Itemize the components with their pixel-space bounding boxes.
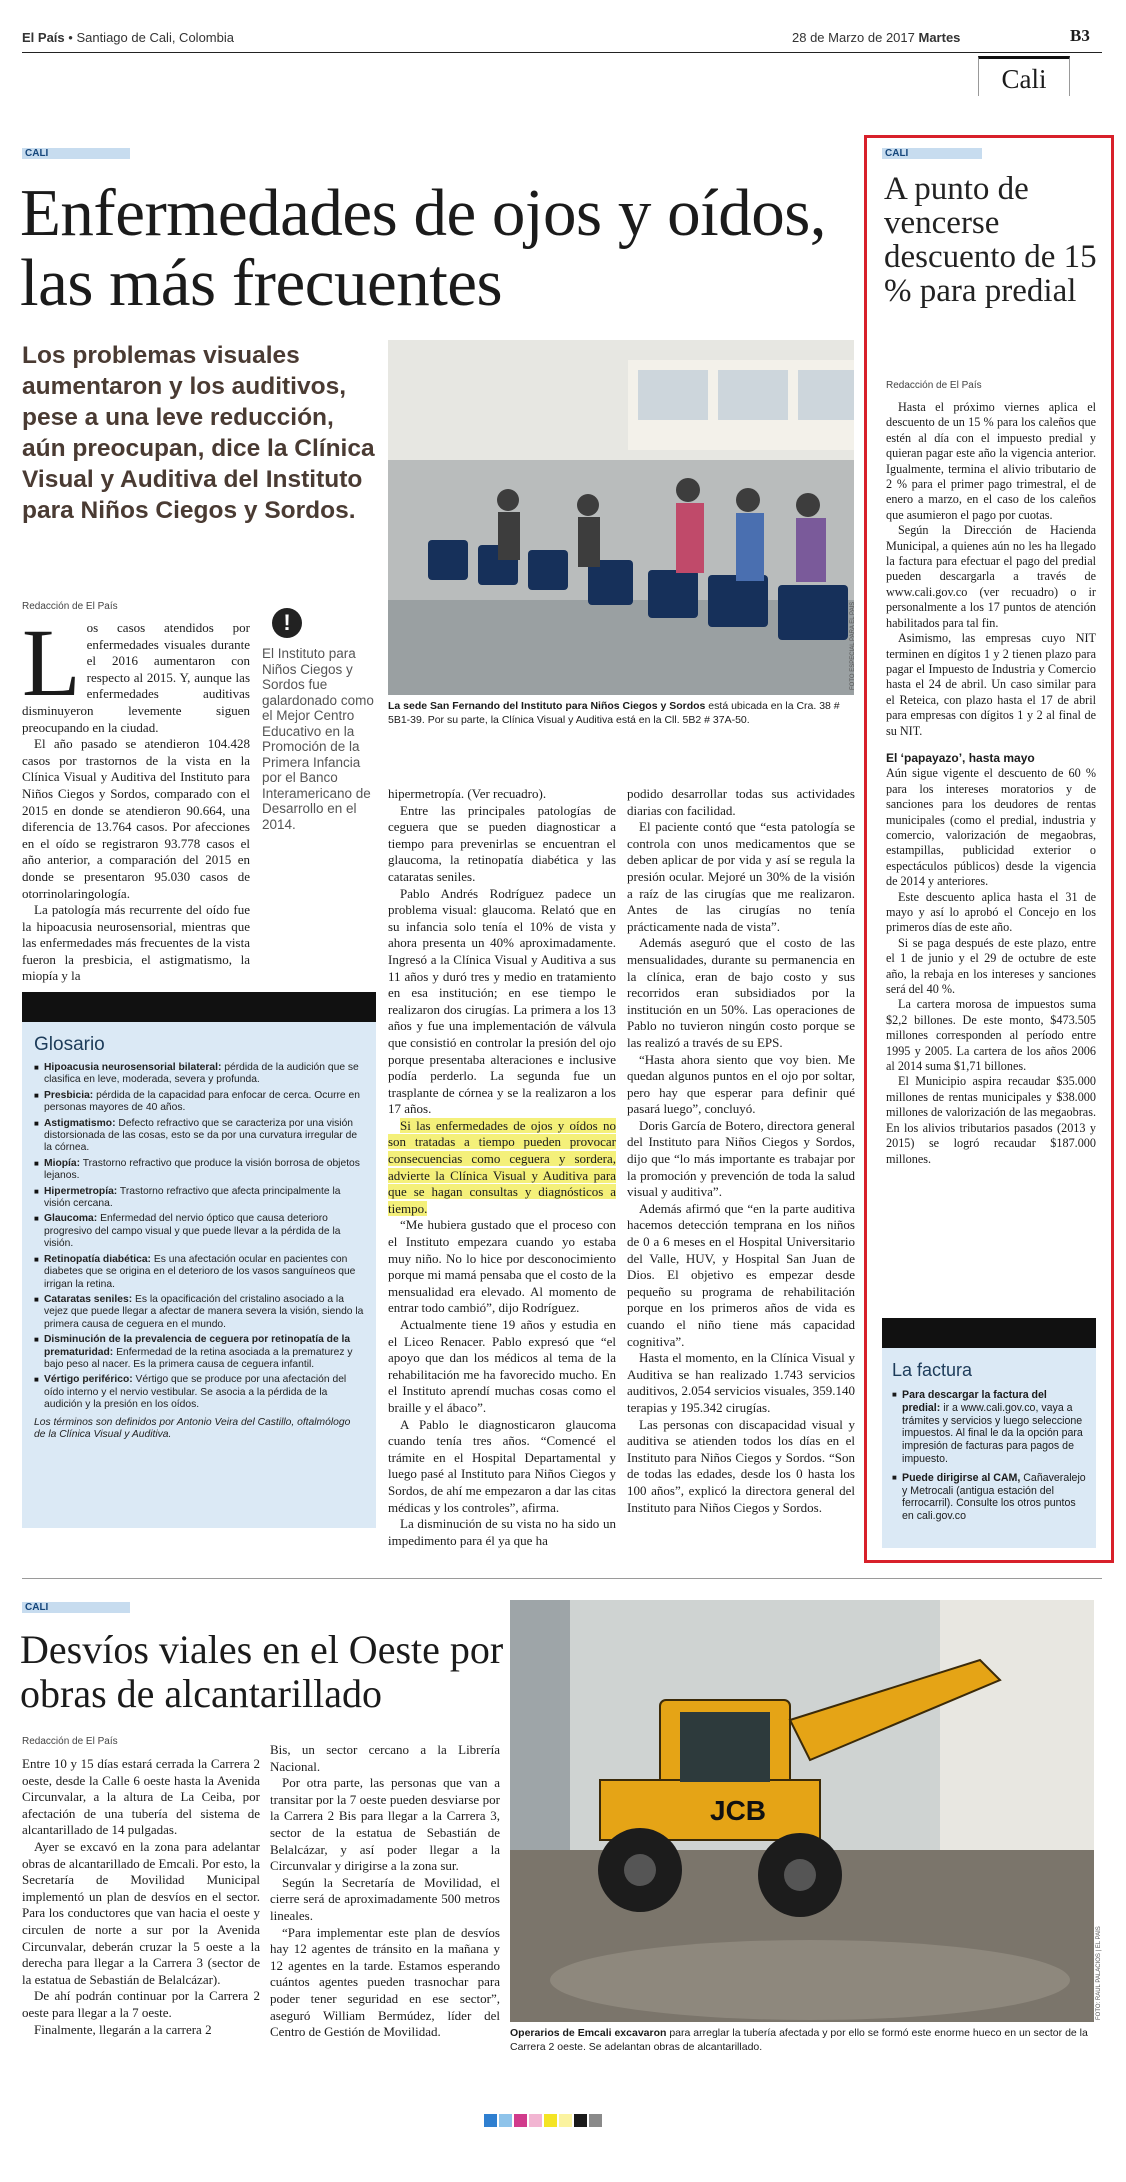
highlighted-passage: Si las enfermedades de ojos y oídos no son tratadas a tiempo pueden provocar consecuencias como ceguera y sordera, advierte la Clínica Visual y Auditiva para que se hagan consultas y diagnósticos a tiempo. (388, 1117, 616, 1216)
info-icon: ! (272, 608, 302, 638)
byline: Redacción de El País (22, 601, 118, 612)
sidebar-body: Hasta el próximo viernes aplica el descuento de un 15 % para los caleños que estén al día con el impuesto predial y quieran pagar este año la vigencia anterior. Igualmente, termina el alivio tributario de 2 % para el primer pago trimestral, el de enero a marzo, en el caso de los caleños que asumieron el pago por cuotas. Según la Dirección de Hacienda Municipal, a quienes aún no les ha llegado la factura para efectuar el pago del predial pueden descargarla a través de www.cali.gov.co (ver recuadro) o ir personalmente a los 17 puntos de atención habilitados para tal fin. Asimismo, las empresas cuyo NIT terminen en dígitos 1 y 2 tienen plazo para pagar el Impuesto de Industria y Comercio hasta el 24 de abril. Un caso similar para el Reteica, con plazo hasta el 17 de abril para empresas con dígitos 1 y 2 al final de su NIT. El ‘papayazo’, hasta mayo Aún sigue vigente el descuento de 60 % para los intereses moratorios y de sanciones para los deudores de rentas municipales (como el predial, industria y comercio, valorización de megaobras, estampillas, publicidad exterior o espectáculos públicos) desde la vigencia de 2014 y anteriores. Este descuento aplica hasta el 31 de mayo y así lo aprobó el Concejo en los primeros días de este año. Si se paga después de este plazo, entre el 1 de junio y el 29 de octubre de este año, la rebaja en los intereses y sanciones será del 40 %. La cartera morosa de impuestos suma $2,2 billones. De este monto, $473.505 millones corresponden al período entre 1995 y 2005. La cartera de los años 2006 al 2014 suma $1,71 billones. El Municipio aspira recaudar $35.000 millones de rentas municipales y $38.000 millones de valorización de las megaobras. En los alivios tributarios pasados (2013 y 2015) se logró recaudar $187.000 millones. (886, 400, 1096, 1166)
sidebar-subhead: El ‘papayazo’, hasta mayo (886, 750, 1035, 765)
second-photo-caption: Operarios de Emcali excavaron para arreglar la tubería afectada y por ello se formó este enorme hueco en un sector de la Carrera 2 oeste. Se adelantan obras de alcantarillado. (510, 2027, 1088, 2053)
glossary-item: ■ Glaucoma: Enfermedad del nervio óptico que causa deterioro progresivo del campo visual y que puede llevar a la pérdida de la visión. (34, 1213, 366, 1250)
masthead: El País • Santiago de Cali, Colombia (22, 30, 234, 45)
color-swatch (514, 2114, 527, 2127)
color-swatch (559, 2114, 572, 2127)
second-column-2: Bis, un sector cercano a la Librería Nacional. Por otra parte, las personas que van a transitar por la 7 oeste pueden desviarse por la Carrera 2 Bis para llegar a la Carrera 3, sector de la estatua de Sebastián de Belalcázar, y así poder llegar a la Circunvalar y dirigirse a la zona sur. Según la Secretaría de Movilidad, el cierre será de aproximadamente 500 metros lineales. “Para implementar este plan de desvíos hay 12 agentes de tránsito en la mañana y 12 agentes en la tarde. Estamos esperando cuántos agentes pueden trasnochar para poder tener seguridad en ese sector”, aseguró William Bermúdez, líder del Centro de Gestión de Movilidad. (270, 1742, 500, 2040)
article-column-2: hipermetropía. (Ver recuadro). Entre las principales patologías de ceguera que se pueden diagnosticar a tiempo para prevenirlas se encuentran el glaucoma, la retinopatía diabética y las cataratas seniles. Pablo Andrés Rodríguez padece un problema visual: glaucoma. Relató que en su infancia solo tenía el 10% de vista y ahora presenta un 40% aproximadamente. Ingresó a la Clínica Visual y Auditiva a sus 11 años y duró tres y medio en tratamiento en esa institución; en ese tiempo le realizaron dos cirugías. La primera a los 13 años y fue una implementación de válvula que consistió en controlar la presión del ojo porque presentaba alteraciones e inclusive podía perderlo. La segunda fue un trasplante de córnea y se la realizaron a los 17 años. Si las enfermedades de ojos y oídos no son tratadas a tiempo pueden provocar consecuencias como ceguera y sordera, advierte la Clínica Visual y Auditiva para que se hagan consultas y diagnósticos a tiempo. “Me hubiera gustado que el proceso con el Instituto empezara cuando yo estaba muy niño. No lo hice por desconocimiento porque mi mamá pensaba que el costo de la mensualidad era elevado. Al momento de entrar todo cambió”, dijo Rodríguez. Actualmente tiene 19 años y estudia en el Liceo Renacer. Pablo expresó que “el apoyo que dan los médicos al tema de la rehabilitación me ha favorecido mucho. En el Instituto aprendí muchas cosas como el braille y el ábaco”. A Pablo le diagnosticaron glaucoma cuando tenía tres años. “Comencé el trámite en el Hospital Departamental y luego pasé al Instituto para Niños Ciegos y Sordos, de ahí me empezaron a dar las citas médicas y los controles”, afirma. La disminución de su vista no ha sido un impedimento para él ya que ha (388, 786, 616, 1548)
photo-credit: FOTO ESPECIAL PARA EL PAÍS (850, 601, 856, 690)
color-swatch (529, 2114, 542, 2127)
color-swatch (574, 2114, 587, 2127)
factura-item: ■ Puede dirigirse al CAM, Cañaveralejo y Metrocali (antigua estación del ferrocarril). Consulte los otros puntos en cali.gov.co (892, 1472, 1088, 1523)
photo-caption: La sede San Fernando del Instituto para Niños Ciegos y Sordos está ubicada en la Cra. 38 # 5B1-39. Por su parte, la Clínica Visual y Auditiva está en la Cll. 5B2 # 37A-50. (388, 700, 840, 726)
jcb-logo: JCB (710, 1795, 767, 1826)
glossary-item: ■ Vértigo periférico: Vértigo que se produce por una afectación del oído interno y el nervio vestibular. Se asocia a la pérdida de la audición y la presión en los oídos. (34, 1374, 366, 1411)
sidebar-headline: A punto de vencerse descuento de 15 % para predial (884, 171, 1097, 309)
color-swatch (499, 2114, 512, 2127)
masthead-rule (22, 52, 1102, 53)
sidebar-kicker: CALI (882, 148, 982, 159)
second-photo-credit: FOTO: RAÚL PALACIOS | EL PAÍS (1096, 1926, 1102, 2020)
section-divider (22, 1578, 1102, 1579)
glossary-item: ■ Disminución de la prevalencia de ceguera por retinopatía de la prematuridad: Enfermedad de la retina asociada a la prematurez y bajo peso al nacer. Es la primera causa de ceguera infantil. (34, 1334, 366, 1371)
glossary-item: ■ Miopía: Trastorno refractivo que produce la visión borrosa de objetos lejanos. (34, 1158, 366, 1183)
headline: Enfermedades de ojos y oídos, las más frecuentes (20, 176, 827, 320)
masthead-location: Santiago de Cali, Colombia (76, 30, 234, 45)
glossary-list (22, 1062, 376, 1412)
glossary-item: ■ Hipermetropía: Trastorno refractivo que afecta principalmente la visión cercana. (34, 1186, 366, 1211)
color-swatch (544, 2114, 557, 2127)
factura-item: ■ Para descargar la factura del predial: ir a www.cali.gov.co, vaya a trámites y servicios y luego seleccione impuestos. Al final le da la opción para impresión de facturas para pagos de impuesto. (892, 1389, 1088, 1466)
second-headline: Desvíos viales en el Oeste por obras de alcantarillado (20, 1627, 504, 1716)
factura-list (882, 1389, 1096, 1523)
color-registration-bar (484, 2114, 602, 2127)
glossary-item: ■ Hipoacusia neurosensorial bilateral: pérdida de la audición que se clasifica en leve, moderada, severa y profunda. (34, 1062, 366, 1087)
color-swatch (589, 2114, 602, 2127)
excavator-photo (510, 1600, 1094, 2022)
kicker: CALI (22, 148, 130, 159)
factura-header-bar (882, 1318, 1096, 1348)
page-number: B3 (1070, 26, 1090, 45)
glossary-item: ■ Cataratas seniles: Es la opacificación del cristalino asociado a la vejez que puede llegar a afectar de manera severa la visión, siendo la primera causa de ceguera en el mundo. (34, 1294, 366, 1331)
article-column-3: podido desarrollar todas sus actividades diarias con facilidad. El paciente contó que “esta patología se controla con unos medicamentos que se deben aplicar de por vida y así se regula la presión ocular. Mejoré un 30% de la visión a raíz de las cirugías que me realizaron. Antes de las cirugías no tenía prácticamente nada de vista”. Además aseguró que el costo de las mensualidades, durante su permanencia en la clínica, eran de bajo costo y sus recorridos eran subsidiados por la institución en un 50%. Las operaciones de Pablo no tuvieron ningún costo porque se las realizó a través de su EPS. “Hasta ahora siento que voy bien. Me quedan algunos puntos en el ojo por soltar, pero hay que esperar para definir qué pasará luego”, concluyó. Doris García de Botero, directora general del Instituto para Niños Ciegos y Sordos, dijo que “lo más importante es trabajar por la promoción y prevención de toda la salud visual y auditiva”. Además afirmó que “en la parte auditiva hacemos detección temprana en los niños de 0 a 6 meses en el Hospital Universitario del Valle, HUV, y Hospital San Juan de Dios. El objetivo es empezar desde pequeño su programa de rehabilitación porque en los primeros años de vida es cuando el niño tiene más capacidad cognitiva”. Hasta el momento, en la Clínica Visual y Auditiva se han realizado 1.743 servicios auditivos, 2.054 servicios visuales, 359.140 terapias y 195.342 cirugías. Las personas con discapacidad visual y auditiva se atienden todos los días en el Instituto para Niños Ciegos y Sordos. “Son de todas las edades, desde los 0 hasta los 100 años”, explicó la directora general del Instituto para Niños Ciegos y Sordos. (627, 786, 855, 1515)
waiting-room-illustration (388, 340, 854, 695)
glossary-item: ■ Astigmatismo: Defecto refractivo que se caracteriza por una visión distorsionada de las cosas, esto se da por una curvatura irregular de la córnea. (34, 1118, 366, 1155)
second-kicker: CALI (22, 1602, 130, 1613)
glossary-item: ■ Presbicia: pérdida de la capacidad para enfocar de cerca. Ocurre en personas mayores de 40 años. (34, 1090, 366, 1115)
section-tab: Cali (978, 56, 1070, 96)
glossary-header-bar (22, 992, 376, 1022)
sidebar-byline: Redacción de El País (886, 380, 982, 391)
deck: Los problemas visuales aumentaron y los auditivos, pese a una leve reducción, aún preocupan, dice la Clínica Visual y Auditiva del Instituto para Niños Ciegos y Sordos. (22, 342, 375, 524)
factura-box (882, 1348, 1096, 1548)
excavator-illustration (510, 1600, 1094, 2022)
masthead-date: 28 de Marzo de 2017 Martes (792, 30, 961, 45)
pullquote: El Instituto para Niños Ciegos y Sordos fue galardonado como el Mejor Centro Educativo en la Promoción de la Primera Infancia por el Banco Interamericano de Desarrollo en el 2014. (262, 646, 374, 832)
second-byline: Redacción de El País (22, 1736, 118, 1747)
glossary-title: Glosario (34, 1034, 105, 1055)
glossary-item: ■ Retinopatía diabética: Es una afectación ocular en pacientes con diabetes que se origina en el deterioro de los vasos sanguíneos que irrigan la retina. (34, 1254, 366, 1291)
glossary-footnote: Los términos son definidos por Antonio Veira del Castillo, oftalmólogo de la Clínica Visual y Auditiva. (34, 1416, 351, 1440)
article-column-1: L os casos atendidos por enfermedades visuales durante el 2016 aumentaron con respecto al 2015. Y, aunque las enfermedades auditivas disminuyeron levemente siguen preocupando en la ciudad. El año pasado se atendieron 104.428 casos por trastornos de la vista en la Clínica Visual y Auditiva del Instituto para Niños Ciegos y Sordos, comparado con el 2015 en donde se atendieron 90.664, una diferencia de 13.764 casos. Por afecciones en el oído se registraron 93.778 casos el año anterior, a comparación del 2015 en donde se presentaron 95.030 casos de otorrinolaringología. La patología más recurrente del oído fue la hipoacusia neurosensorial, mientras que las enfermedades más frecuentes de la vista fueron la presbicia, el astigmatismo, la miopía y la (22, 609, 250, 984)
factura-title: La factura (892, 1360, 973, 1380)
glossary-box (22, 1022, 376, 1528)
second-column-1: Entre 10 y 15 días estará cerrada la Carrera 2 oeste, desde la Calle 6 oeste hasta la Avenida Circunvalar, a la altura de La Ceiba, por afectación de una tubería del sistema de alcantarillado de 14 pulgadas. Ayer se excavó en la zona para adelantar obras de alcantarillado de Emcali. Por esto, la Secretaría de Movilidad Municipal implementó un plan de desvíos en el sector. Para los conductores que van hacia el oeste y circulen de norte a sur por la Avenida Circunvalar, deberán cruzar la 5 oeste a la derecha para llegar a la Carrera 3 (sector de la estatua de Sebastián de Belalcázar). De ahí podrán continuar por la Carrera 2 oeste para llegar a la 7 oeste. Finalmente, llegarán a la carrera 2 (22, 1756, 260, 2037)
paper-name: El País (22, 30, 65, 45)
dropcap: L (22, 609, 81, 716)
waiting-room-photo (388, 340, 854, 695)
color-swatch (484, 2114, 497, 2127)
